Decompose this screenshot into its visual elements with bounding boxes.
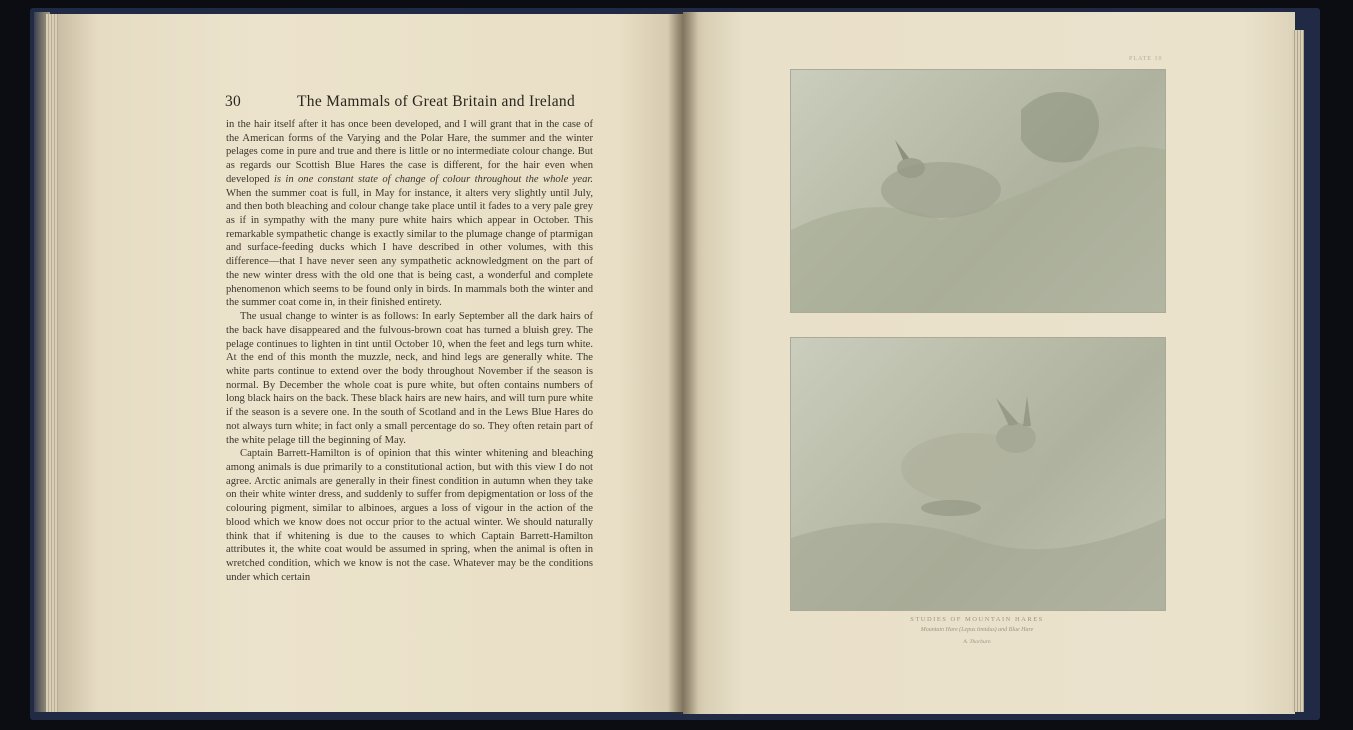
paragraph: The usual change to winter is as follows: In early September all the dark hairs of the back have disappeared and the fulvous-brown coat has turned a bluish grey. The pelage continues to lighten in tint until October 10, when the feet and legs turn white. At the end of this month the muzzle, neck, and hind legs are generally white. The white parts continue to extend over the body throughout November if the season is normal. By December the whole coat is pure white, but often contains numbers of long black hairs on the back. These black hairs are new hairs, and will turn pure white if the season is a severe one. In the south of Scotland and in the Lews Blue Hares do not always turn white; in fact only a small percentage do so. They often retain part of the white pelage till the beginning of May. [226, 311, 593, 446]
plate-caption-credit: A. Thorburn [963, 639, 991, 645]
paragraph: Captain Barrett-Hamilton is of opinion that this winter whitening and bleaching among animals is due primarily to a constitutional action, but with this view I do not agree. Arctic animals are generally in their finest condition in autumn when they take on their white winter dress, and suddenly to suffer from depigmentation or loss of the colouring pigment, similar to albinoes, argues a loss of vigour in the action of the blood which we know does not occur prior to the actual winter. We should naturally think that if whitening is due to the causes to which Captain Barrett-Hamilton attributes it, the white coat would be assumed in spring, when the animal is often in wretched condition, which we know is not the case. Whatever may be the conditions under which certain [226, 448, 593, 583]
body-text [226, 118, 593, 584]
paragraph [226, 118, 593, 310]
emphasis-text: is in one constant state of change of colour throughout the whole year. [273, 173, 593, 185]
plate-caption-subtitle: Mountain Hare (Lepus timidus) and Blue Hare [920, 627, 1034, 633]
plate-caption-title: STUDIES OF MOUNTAIN HARES [910, 616, 1044, 623]
paragraph-text: in the hair itself after it has once been developed, and I will grant that in the case of the American forms of the Varying and the Polar Hare, the summer and the winter pelages come in pure and true and there is little or no intermediate colour change. But as regards our Scottish Blue Hares the case is different, for the hair even when developed [226, 119, 593, 185]
hare-illustration-bottom [790, 337, 1166, 611]
plate-number: PLATE 10 [1129, 56, 1163, 62]
running-title: The Mammals of Great Britain and Ireland [297, 93, 575, 110]
book-gutter [668, 12, 698, 714]
paragraph-text: When the summer coat is full, in May for instance, it alters very slightly until July, and then both bleaching and colour change take place until it fades to a very pale grey as if in sympathy with the many pure white hairs which appear in October. This remarkable sympathetic change is exactly similar to the plumage change of ptarmigan and surface-feeding ducks which I have described in other volumes, with this difference—that I have never seen any sympathetic acknowledgment on the part of the new winter dress with the old one that is being cast, a wonderful and complete phenomenon which seems to be found only in birds. In mammals both the winter and the summer coat come in, in their finished entirety. [226, 187, 593, 309]
page-number: 30 [225, 93, 242, 110]
hare-illustration-top [790, 69, 1166, 313]
right-page-stack [1292, 30, 1304, 712]
